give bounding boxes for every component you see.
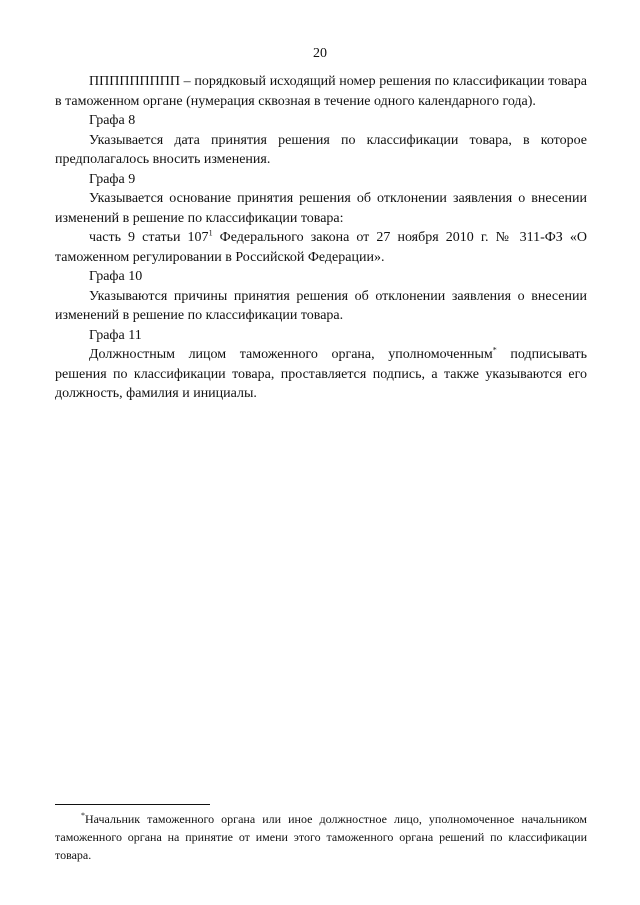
footnote [55,810,587,864]
footnote-text: Начальник таможенного органа или иное должностное лицо, уполномоченное начальником таможенного органа на принятие от имени этого таможенного органа решений по классификации товара. [55,812,587,862]
heading-grafa-11: Графа 11 [89,327,142,343]
footnote-reference-marker: * [492,345,497,355]
footnote-divider [55,804,210,805]
paragraph-law-reference [55,228,587,267]
paragraph-grafa-11 [55,345,587,404]
page-number: 20 [313,46,327,61]
paragraph-grafa-10: Указываются причины принятия решения об отклонении заявления о внесении изменений в решение по классификации товара. [55,288,587,323]
document-body [55,72,587,404]
heading-grafa-8: Графа 8 [89,113,136,128]
paragraph-grafa-8: Указывается дата принятия решения по классификации товара, в которое предполагалось вносить изменения. [55,132,587,167]
law-reference-end: Федерального закона от 27 ноября 2010 г. № 311-ФЗ «О таможенном регулировании в Российской Федерации». [55,230,587,265]
law-reference-start: часть 9 статьи 107 [89,230,209,245]
grafa-11-end: подписывать решения по классификации товара, проставляется подпись, а также указываются его должность, фамилия и инициалы. [55,347,587,401]
footnote-marker: * [81,811,85,820]
heading-grafa-9: Графа 9 [89,171,136,187]
grafa-11-start: Должностным лицом таможенного органа, уполномоченным [89,347,493,362]
superscript-one: 1 [208,228,213,238]
paragraph-grafa-9: Указывается основание принятия решения об отклонении заявления о внесении изменений в решение по классификации товара: [55,191,587,226]
heading-grafa-10: Графа 10 [89,269,143,284]
paragraph-numbering: ППППППППП – порядковый исходящий номер решения по классификации товара в таможенном органе (нумерация сквозная в течение одного календарного года). [55,74,587,109]
